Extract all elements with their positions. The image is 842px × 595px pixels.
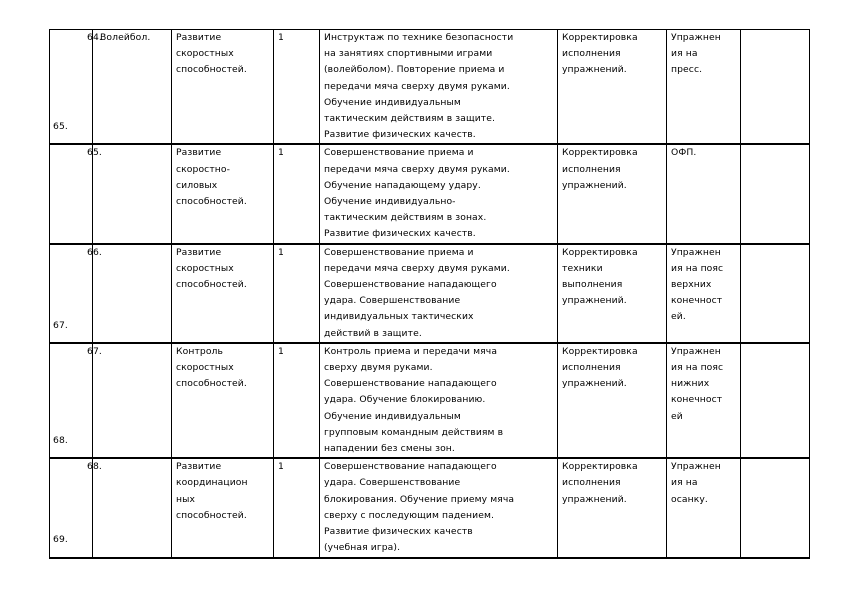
content-cell — [320, 343, 558, 458]
homework-line: конечност — [671, 295, 723, 307]
control-lines — [562, 344, 662, 393]
homework-cell — [667, 144, 741, 243]
control-line: Корректировка — [562, 345, 638, 357]
skill-line: Развитие — [176, 246, 222, 258]
skill-line: способностей. — [176, 279, 247, 291]
content-line: Развитие физических качеств. — [324, 129, 476, 141]
control-lines — [562, 245, 662, 310]
control-line: выполнения — [562, 279, 623, 291]
skill-cell — [172, 343, 274, 458]
homework-line: ОФП. — [671, 147, 697, 159]
lesson-topic: Волейбол. — [100, 32, 151, 43]
content-line: передачи мяча сверху двумя руками. — [324, 80, 510, 92]
lesson-number-cell — [87, 244, 172, 343]
content-line: действий в защите. — [324, 327, 422, 339]
notes-cell — [741, 458, 810, 557]
homework-cell — [667, 244, 741, 343]
content-line: Развитие физических качеств — [324, 526, 473, 538]
control-line: упражнений. — [562, 179, 627, 191]
lesson-number-wrap — [87, 245, 102, 261]
content-line: сверху с последующим падением. — [324, 509, 495, 521]
lesson-number-cell — [87, 144, 172, 243]
content-lines — [324, 344, 553, 457]
content-lines — [324, 145, 553, 242]
content-line: Совершенствование приема и — [324, 147, 474, 159]
skill-line: ных — [176, 493, 195, 505]
content-line: удара. Совершенствование — [324, 477, 461, 489]
hours-cell — [274, 458, 320, 557]
skill-line: скоростно- — [176, 163, 231, 175]
lesson-number-cell — [87, 343, 172, 458]
homework-cell — [667, 30, 741, 145]
control-cell — [558, 144, 667, 243]
lesson-number: 68. — [87, 461, 102, 473]
content-cell — [320, 244, 558, 343]
homework-line: ия на пояс — [671, 362, 724, 374]
homework-cell — [667, 458, 741, 557]
content-line: передачи мяча сверху двумя руками. — [324, 262, 510, 274]
content-line: групповым командным действиям в — [324, 426, 504, 438]
homework-line: ей. — [671, 311, 686, 323]
hours-cell — [274, 144, 320, 243]
skill-cell — [172, 30, 274, 145]
control-line: исполнения — [562, 163, 621, 175]
control-line: упражнений. — [562, 378, 627, 390]
homework-line: верхних — [671, 279, 712, 291]
skill-line: скоростных — [176, 362, 234, 374]
content-line: Обучение нападающему удару. — [324, 179, 481, 191]
control-line: исполнения — [562, 477, 621, 489]
lesson-row — [50, 244, 810, 343]
content-line: передачи мяча сверху двумя руками. — [324, 163, 510, 175]
homework-line: ия на — [671, 48, 698, 60]
homework-line: пресс. — [671, 64, 703, 76]
hours: 1 — [278, 461, 284, 473]
content-lines — [324, 30, 553, 143]
control-lines — [562, 459, 662, 508]
homework-lines — [671, 245, 736, 326]
control-line: Корректировка — [562, 461, 638, 473]
control-line: исполнения — [562, 48, 621, 60]
control-line: Корректировка — [562, 147, 638, 159]
content-line: (волейболом). Повторение приема и — [324, 64, 505, 76]
content-line: Контроль приема и передачи мяча — [324, 345, 498, 357]
content-line: сверху двумя руками. — [324, 362, 433, 374]
control-cell — [558, 458, 667, 557]
skill-lines — [176, 30, 269, 79]
content-line: Развитие физических качеств. — [324, 228, 476, 240]
skill-lines — [176, 245, 269, 294]
skill-line: способностей. — [176, 196, 247, 208]
content-lines — [324, 245, 553, 342]
homework-lines — [671, 145, 736, 161]
content-line: на занятиях спортивными играми — [324, 48, 493, 60]
control-line: упражнений. — [562, 493, 627, 505]
content-line: Совершенствование нападающего — [324, 378, 497, 390]
skill-line: способностей. — [176, 509, 247, 521]
skill-line: способностей. — [176, 378, 247, 390]
notes-cell — [741, 144, 810, 243]
skill-lines — [176, 459, 269, 524]
lesson-number-wrap — [87, 459, 102, 475]
content-line: блокирования. Обучение приему мяча — [324, 493, 515, 505]
lesson-row — [50, 30, 810, 145]
row-number: 65. — [53, 121, 68, 133]
lesson-row — [50, 343, 810, 458]
homework-line: ей — [671, 410, 683, 422]
content-line: (учебная игра). — [324, 542, 401, 554]
homework-line: ия на пояс — [671, 262, 724, 274]
content-lines — [324, 459, 553, 556]
control-cell — [558, 343, 667, 458]
homework-lines — [671, 30, 736, 79]
skill-lines — [176, 344, 269, 393]
skill-cell — [172, 458, 274, 557]
content-line: Совершенствование приема и — [324, 246, 474, 258]
homework-line: Упражнен — [671, 32, 721, 43]
skill-cell — [172, 244, 274, 343]
lesson-topic-wrap — [100, 30, 150, 46]
skill-line: скоростных — [176, 48, 234, 60]
control-line: Корректировка — [562, 32, 638, 43]
homework-line: осанку. — [671, 493, 708, 505]
skill-line: Контроль — [176, 345, 224, 357]
homework-line: конечност — [671, 394, 723, 406]
control-line: техники — [562, 262, 603, 274]
content-line: Совершенствование нападающего — [324, 461, 497, 473]
hours: 1 — [278, 147, 284, 159]
content-cell — [320, 458, 558, 557]
homework-line: Упражнен — [671, 246, 721, 258]
lesson-number: 64. — [87, 32, 102, 43]
lesson-row — [50, 458, 810, 557]
skill-cell — [172, 144, 274, 243]
lesson-number: 67. — [87, 345, 102, 357]
control-line: упражнений. — [562, 295, 627, 307]
content-cell — [320, 144, 558, 243]
row-number-cell — [50, 30, 93, 145]
hours: 1 — [278, 246, 284, 258]
skill-lines — [176, 145, 269, 210]
notes-cell — [741, 343, 810, 458]
content-line: Инструктаж по технике безопасности — [324, 32, 514, 43]
lesson-number: 65. — [87, 147, 102, 159]
lesson-number-wrap — [87, 344, 102, 360]
homework-line: нижних — [671, 378, 710, 390]
row-number: 68. — [53, 435, 68, 447]
notes-cell — [741, 244, 810, 343]
content-line: нападении без смены зон. — [324, 443, 455, 455]
row-number-cell — [50, 343, 93, 458]
skill-line: Развитие — [176, 461, 222, 473]
hours-cell — [274, 30, 320, 145]
control-cell — [558, 244, 667, 343]
control-lines — [562, 145, 662, 194]
control-line: упражнений. — [562, 64, 627, 76]
skill-line: Развитие — [176, 32, 222, 43]
homework-cell — [667, 343, 741, 458]
control-cell — [558, 30, 667, 145]
skill-line: координацион — [176, 477, 248, 489]
content-cell — [320, 30, 558, 145]
content-line: Совершенствование нападающего — [324, 279, 497, 291]
control-line: Корректировка — [562, 246, 638, 258]
hours: 1 — [278, 345, 284, 357]
content-line: удара. Совершенствование — [324, 295, 461, 307]
skill-line: Развитие — [176, 147, 222, 159]
homework-lines — [671, 344, 736, 425]
lesson-plan-table — [49, 29, 810, 559]
lesson-number-cell — [87, 30, 172, 145]
content-line: тактическим действиям в зонах. — [324, 212, 487, 224]
skill-line: способностей. — [176, 64, 247, 76]
control-lines — [562, 30, 662, 79]
skill-line: скоростных — [176, 262, 234, 274]
row-number: 69. — [53, 534, 68, 546]
lesson-plan-body — [50, 30, 810, 558]
content-line: Обучение индивидуальным — [324, 96, 461, 108]
notes-cell — [741, 30, 810, 145]
content-line: удара. Обучение блокированию. — [324, 394, 486, 406]
skill-line: силовых — [176, 179, 218, 191]
lesson-number-cell — [87, 458, 172, 557]
content-line: тактическим действиям в защите. — [324, 113, 496, 125]
row-number: 67. — [53, 319, 68, 331]
homework-line: Упражнен — [671, 461, 721, 473]
hours: 1 — [278, 32, 284, 43]
homework-lines — [671, 459, 736, 508]
lesson-row — [50, 144, 810, 243]
lesson-number: 66. — [87, 246, 102, 258]
control-line: исполнения — [562, 362, 621, 374]
hours-cell — [274, 244, 320, 343]
lesson-number-wrap — [87, 145, 102, 161]
content-line: Обучение индивидуальным — [324, 410, 461, 422]
homework-line: ия на — [671, 477, 698, 489]
content-line: индивидуальных тактических — [324, 311, 474, 323]
hours-cell — [274, 343, 320, 458]
homework-line: Упражнен — [671, 345, 721, 357]
content-line: Обучение индивидуально- — [324, 196, 456, 208]
